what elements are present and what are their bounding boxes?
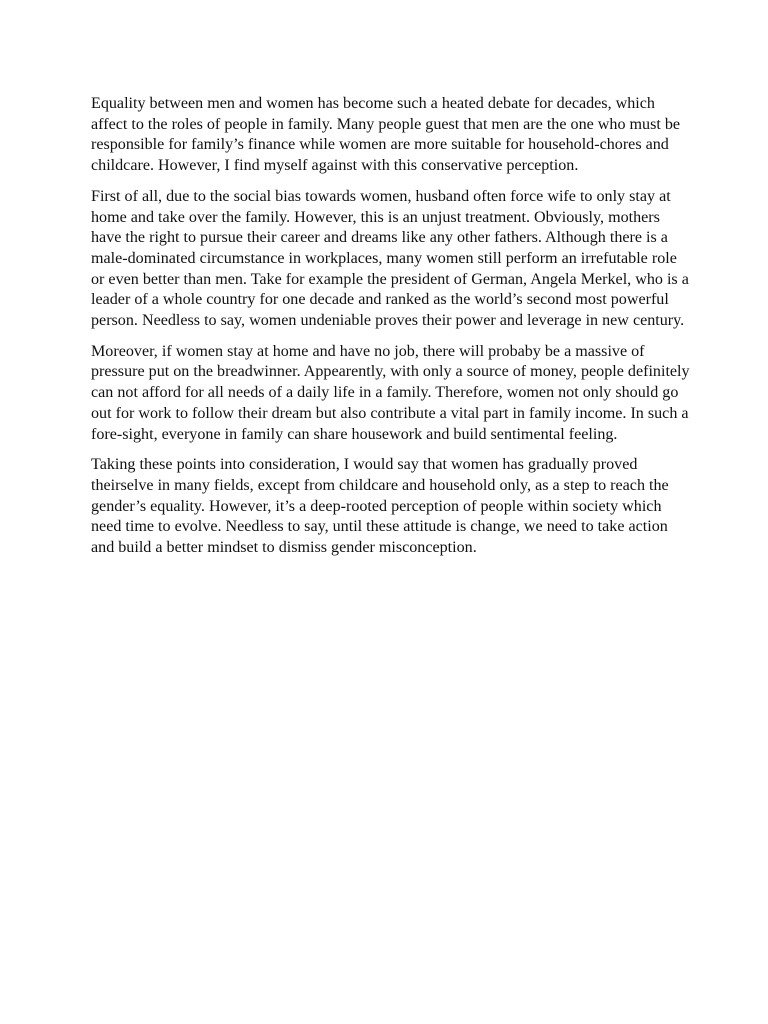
paragraph-intro: Equality between men and women has become such a heated debate for decades, which affect to the roles of people in family. Many people guest that men are the one who must be responsible for family’s finance while women are more suitable for household-chores and childcare. However, I find myself against with this conservative perception. bbox=[91, 95, 681, 175]
paragraph-first-point: First of all, due to the social bias towards women, husband often force wife to only stay at home and take over the family. However, this is an unjust treatment. Obviously, mothers have the right to pursue their career and dreams like any other fathers. Although there is a male-dominated circumstance in workplaces, many women still perform an irrefutable role or even better than men. Take for example the president of German, Angela Merkel, who is a leader of a whole country for one decade and ranked as the world’s second most powerful person. Needless to say, women undeniable proves their power and leverage in new century. bbox=[91, 187, 689, 330]
paragraph-second-point: Moreover, if women stay at home and have no job, there will probaby be a massive of pressure put on the breadwinner. Appearently, with only a source of money, people definitely can not afford for all needs of a daily life in a family. Therefore, women not only should go out for work to follow their dream but also contribute a vital part in family income. In such a fore-sight, everyone in family can share housework and build sentimental feeling. bbox=[91, 342, 690, 443]
essay-body bbox=[91, 94, 691, 569]
paragraph-conclusion: Taking these points into consideration, I would say that women has gradually proved theirselve in many fields, except from childcare and household only, as a step to reach the gender’s equality. However, it’s a deep-rooted perception of people within society which need time to evolve. Needless to say, until these attitude is change, we need to take action and build a better mindset to dismiss gender misconception. bbox=[91, 456, 669, 557]
